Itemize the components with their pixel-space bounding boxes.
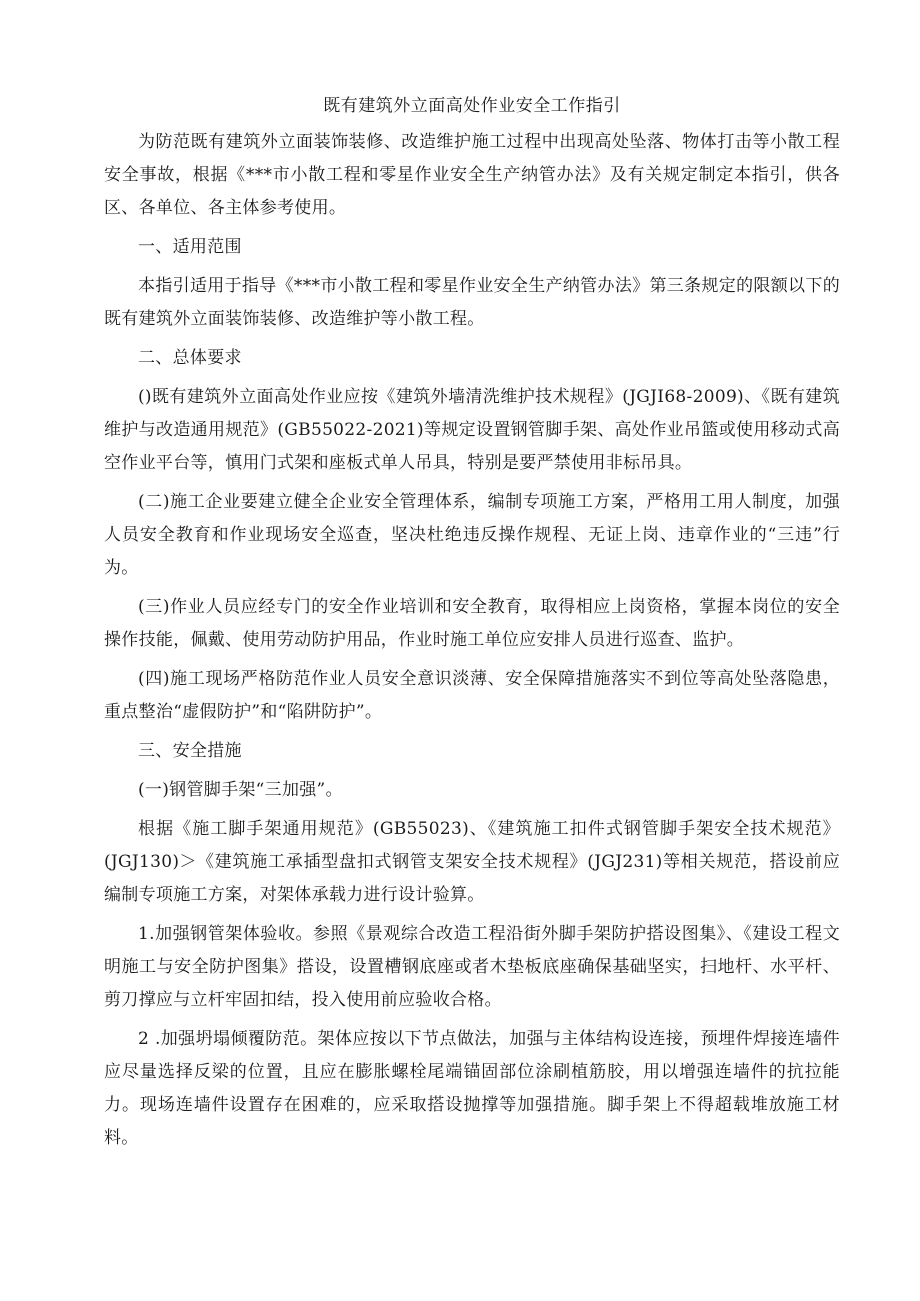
subsection-heading-steel-scaffold: (一)钢管脚手架“三加强”。	[138, 780, 343, 800]
scaffold-point-2: 2 .加强坍塌倾覆防范。架体应按以下节点做法，加强与主体结构设连接，预埋件焊接连墙件应尽量选择反梁的位置，且应在膨胀螺栓尾端锚固部位涂刷植筋胶，用以增强连墙件的抗拉能力。现场连墙件设置存在困难的，应采取搭设抛撑等加强措施。脚手架上不得超载堆放施工材料。	[104, 1029, 840, 1148]
requirement-item-3: (三)作业人员应经专门的安全作业培训和安全教育，取得相应上岗资格，掌握本岗位的安全操作技能，佩戴、使用劳动防护用品，作业时施工单位应安排人员进行巡查、监护。	[104, 597, 840, 650]
scope-paragraph: 本指引适用于指导《***市小散工程和零星作业安全生产纳管办法》第三条规定的限额以下的既有建筑外立面装饰装修、改造维护等小散工程。	[104, 276, 840, 329]
scaffold-standards-paragraph: 根据《施工脚手架通用规范》(GB55023)、《建筑施工扣件式钢管脚手架安全技术规范》(JGJ130)＞《建筑施工承插型盘扣式钢管支架安全技术规程》(JGJ231)等相关规范，搭设前应编制专项施工方案，对架体承载力进行设计验算。	[104, 819, 840, 905]
section-heading-general-requirements: 二、总体要求	[138, 348, 242, 368]
scaffold-point-1: 1.加强钢管架体验收。参照《景观综合改造工程沿街外脚手架防护搭设图集》、《建设工程文明施工与安全防护图集》搭设，设置槽钢底座或者木垫板底座确保基础坚实，扫地杆、水平杆、剪刀撑应与立杆牢固扣结，投入使用前应验收合格。	[104, 924, 840, 1010]
intro-paragraph: 为防范既有建筑外立面装饰装修、改造维护施工过程中出现高处坠落、物体打击等小散工程安全事故，根据《***市小散工程和零星作业安全生产纳管办法》及有关规定制定本指引，供各区、各单位、各主体参考使用。	[104, 132, 840, 218]
requirement-item-4: (四)施工现场严格防范作业人员安全意识淡薄、安全保障措施落实不到位等高处坠落隐患，重点整治“虚假防护”和“陷阱防护”。	[104, 669, 840, 722]
section-heading-scope: 一、适用范围	[138, 237, 242, 257]
section-heading-safety-measures: 三、安全措施	[138, 741, 242, 761]
document-title: 既有建筑外立面高处作业安全工作指引	[323, 96, 621, 116]
requirement-item-2: (二)施工企业要建立健全企业安全管理体系，编制专项施工方案，严格用工用人制度，加强人员安全教育和作业现场安全巡查，坚决杜绝违反操作规程、无证上岗、违章作业的“三违”行为。	[104, 492, 840, 578]
requirement-item-1: ()既有建筑外立面高处作业应按《建筑外墙清洗维护技术规程》(JGJI68-2009)、《既有建筑维护与改造通用规范》(GB55022-2021)等规定设置钢管脚手架、高处作业吊篮或使用移动式高空作业平台等，慎用门式架和座板式单人吊具，特别是要严禁使用非标吊具。	[104, 387, 840, 473]
